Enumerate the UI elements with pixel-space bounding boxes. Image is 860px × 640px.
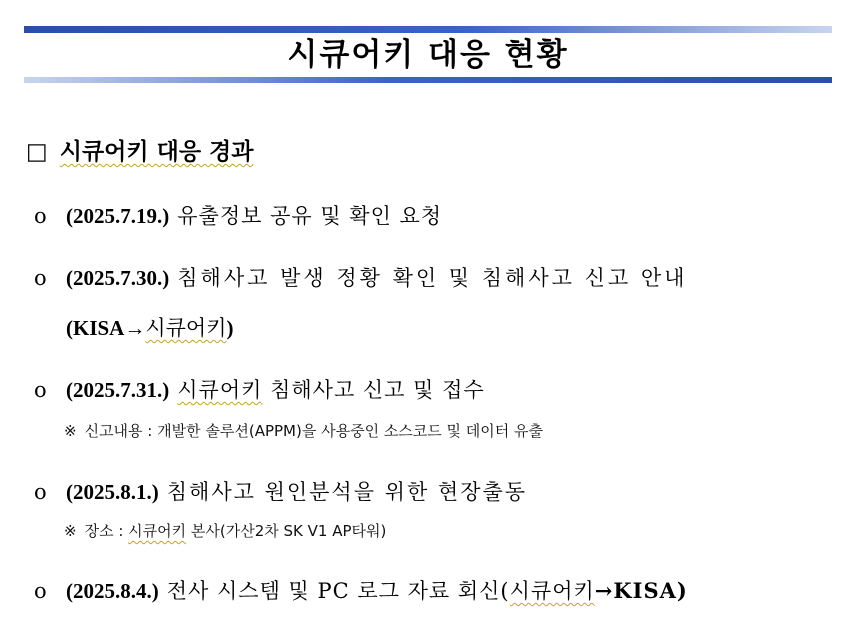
item-company: 시큐어키	[509, 579, 595, 603]
note-text: 신고내용 : 개발한 솔루션(APPM)을 사용중인 소스코드 및 데이터 유출	[84, 422, 544, 440]
note-company: 시큐어키	[128, 522, 187, 540]
bullet: o	[34, 480, 47, 504]
note-text-a: 장소 :	[84, 522, 129, 540]
item-date: (2025.7.31.)	[66, 378, 170, 402]
item-text-c: →KISA)	[594, 578, 688, 603]
item-text: 침해사고 신고 및 접수	[262, 378, 485, 402]
list-item	[34, 200, 442, 230]
item-cont-company: 시큐어키	[145, 316, 227, 340]
bullet: o	[34, 378, 47, 402]
section-label: 시큐어키 대응 경과	[59, 139, 254, 165]
note-mark: ※	[64, 522, 77, 540]
note-text-c: 본사(가산2차 SK V1 AP타워)	[186, 522, 387, 540]
bullet: o	[34, 204, 47, 228]
item-cont-close: )	[226, 316, 234, 340]
item-text: 유출정보 공유 및 확인 요청	[177, 204, 443, 228]
item-date: (2025.8.4.)	[66, 579, 159, 603]
item-date: (2025.7.19.)	[66, 204, 170, 228]
item-text-a: 전사 시스템 및 PC 로그 자료 회신(	[166, 579, 510, 603]
item-cont-open: (KISA→	[66, 316, 146, 340]
list-item	[34, 476, 527, 506]
list-item-continuation	[66, 312, 234, 342]
item-note	[64, 420, 543, 441]
checkbox-square-icon: □	[26, 139, 48, 165]
item-text: 침해사고 발생 정황 확인 및 침해사고 신고 안내	[177, 266, 688, 290]
item-text: 침해사고 원인분석을 위한 현장출동	[166, 480, 528, 504]
note-mark: ※	[64, 422, 77, 440]
bullet: o	[34, 266, 47, 290]
list-item	[34, 374, 485, 404]
item-date: (2025.7.30.)	[66, 266, 170, 290]
page-title: 시큐어키 대응 현황	[287, 37, 569, 73]
item-date: (2025.8.1.)	[66, 480, 159, 504]
list-item	[34, 262, 687, 292]
list-item	[34, 575, 688, 605]
section-heading	[26, 133, 254, 166]
item-company: 시큐어키	[177, 378, 263, 402]
title-bar-top	[24, 26, 832, 33]
bullet: o	[34, 579, 47, 603]
title-bar-bottom	[24, 77, 832, 83]
item-note	[64, 520, 386, 541]
